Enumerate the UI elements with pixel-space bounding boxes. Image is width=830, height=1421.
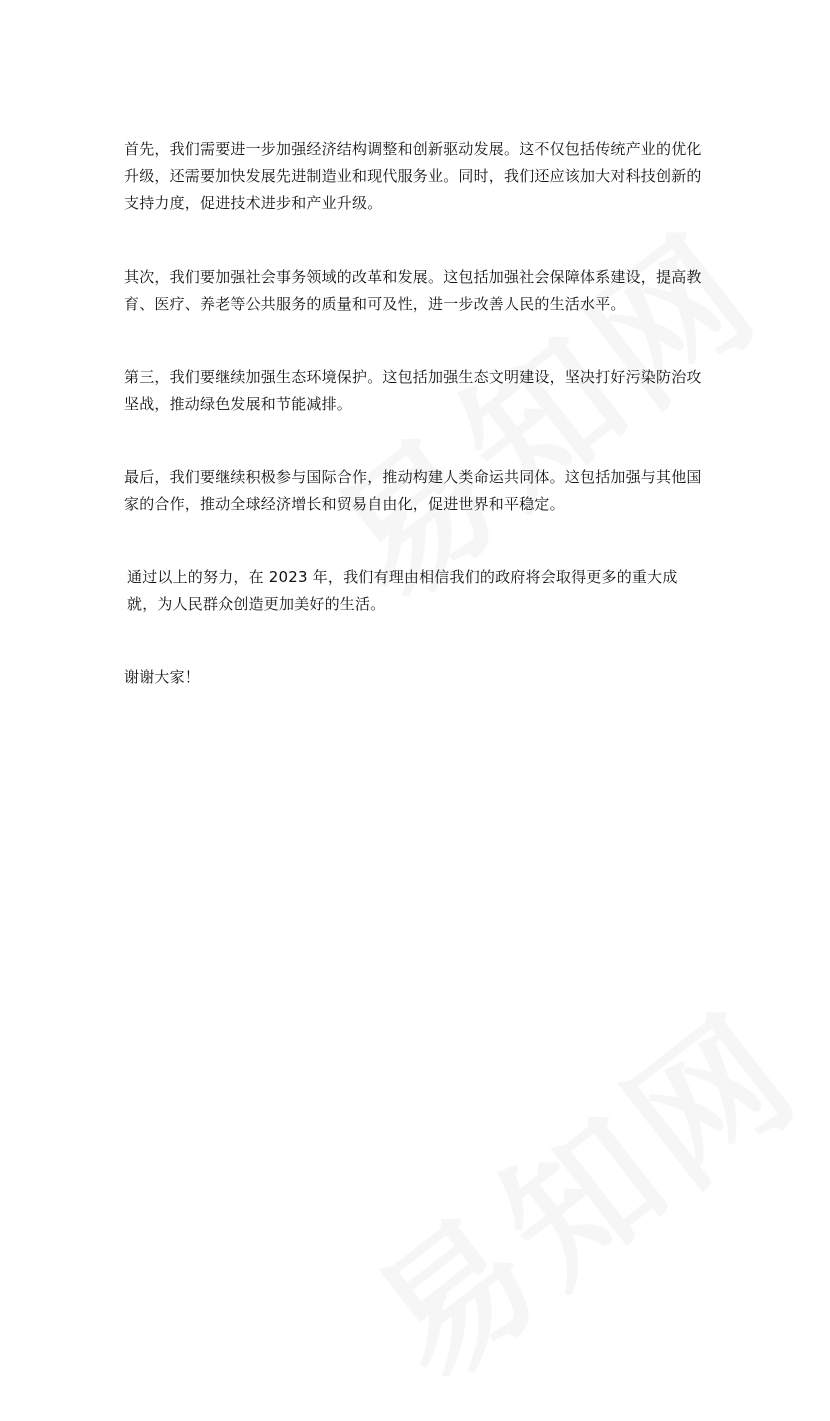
- document-body: [124, 136, 706, 691]
- closing-thanks: 谢谢大家！: [124, 668, 201, 686]
- watermark: [324, 955, 830, 1421]
- paragraph-first: 首先，我们需要进一步加强经济结构调整和创新驱动发展。这不仅包括传统产业的优化升级，还需要加快发展先进制造业和现代服务业。同时，我们还应该加大对科技创新的支持力度，促进技术进步和产业升级。: [124, 140, 702, 212]
- paragraph-third: 第三，我们要继续加强生态环境保护。这包括加强生态文明建设，坚决打好污染防治攻坚战，推动绿色发展和节能减排。: [124, 368, 702, 413]
- paragraph-fourth: 最后，我们要继续积极参与国际合作，推动构建人类命运共同体。这包括加强与其他国家的合作，推动全球经济增长和贸易自由化，促进世界和平稳定。: [124, 468, 702, 513]
- paragraph-conclusion: 通过以上的努力，在 2023 年，我们有理由相信我们的政府将会取得更多的重大成就，为人民群众创造更加美好的生活。: [127, 568, 678, 613]
- paragraph-second: 其次，我们要加强社会事务领域的改革和发展。这包括加强社会保障体系建设，提高教育、医疗、养老等公共服务的质量和可及性，进一步改善人民的生活水平。: [124, 268, 702, 313]
